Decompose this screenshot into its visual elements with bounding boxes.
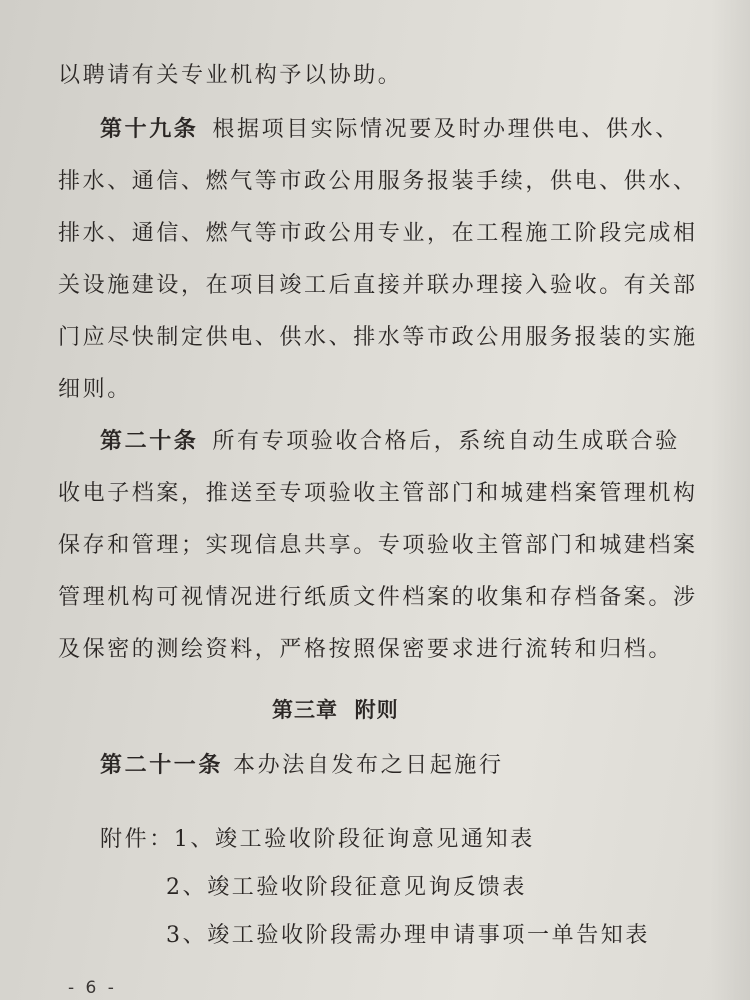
article-21-title: 第二十一条 xyxy=(100,753,224,778)
attachments-label: 附件： xyxy=(100,827,174,852)
text-line: 关设施建设，在项目竣工后直接并联办理接入验收。有关部 xyxy=(58,273,698,298)
text-line: 排水、通信、燃气等市政公用专业，在工程施工阶段完成相 xyxy=(58,221,698,246)
attachment-item: 2、竣工验收阶段征意见询反馈表 xyxy=(166,875,527,900)
page-edge-shadow xyxy=(710,0,750,1000)
article-19-first-line xyxy=(100,112,680,143)
text-line: 排水、通信、燃气等市政公用服务报装手续，供电、供水、 xyxy=(58,169,698,194)
attachment-item: 3、竣工验收阶段需办理申请事项一单告知表 xyxy=(166,923,650,948)
text-line: 细则。 xyxy=(58,377,132,402)
text-line: 门应尽快制定供电、供水、排水等市政公用服务报装的实施 xyxy=(58,325,698,350)
text-line: 管理机构可视情况进行纸质文件档案的收集和存档备案。涉 xyxy=(58,585,698,610)
article-19-title: 第十九条 xyxy=(100,117,199,142)
text-line: 保存和管理；实现信息共享。专项验收主管部门和城建档案 xyxy=(58,533,698,558)
article-20-title: 第二十条 xyxy=(100,429,199,454)
article-21-text: 本办法自发布之日起施行 xyxy=(233,753,504,778)
text-line: 以聘请有关专业机构予以协助。 xyxy=(58,63,403,88)
article-20-first-line xyxy=(100,424,680,455)
text-line: 及保密的测绘资料，严格按照保密要求进行流转和归档。 xyxy=(58,637,674,662)
chapter-title: 第三章 附则 xyxy=(272,698,399,722)
attachment-item: 1、竣工验收阶段征询意见通知表 xyxy=(173,827,535,852)
article-19-text: 根据项目实际情况要及时办理供电、供水、 xyxy=(212,117,680,142)
attachment-line-1 xyxy=(100,822,535,853)
article-21-line xyxy=(100,748,504,779)
article-20-text: 所有专项验收合格后，系统自动生成联合验 xyxy=(212,429,680,454)
text-line: 收电子档案，推送至专项验收主管部门和城建档案管理机构 xyxy=(58,481,698,506)
page-number: - 6 - xyxy=(68,978,117,998)
